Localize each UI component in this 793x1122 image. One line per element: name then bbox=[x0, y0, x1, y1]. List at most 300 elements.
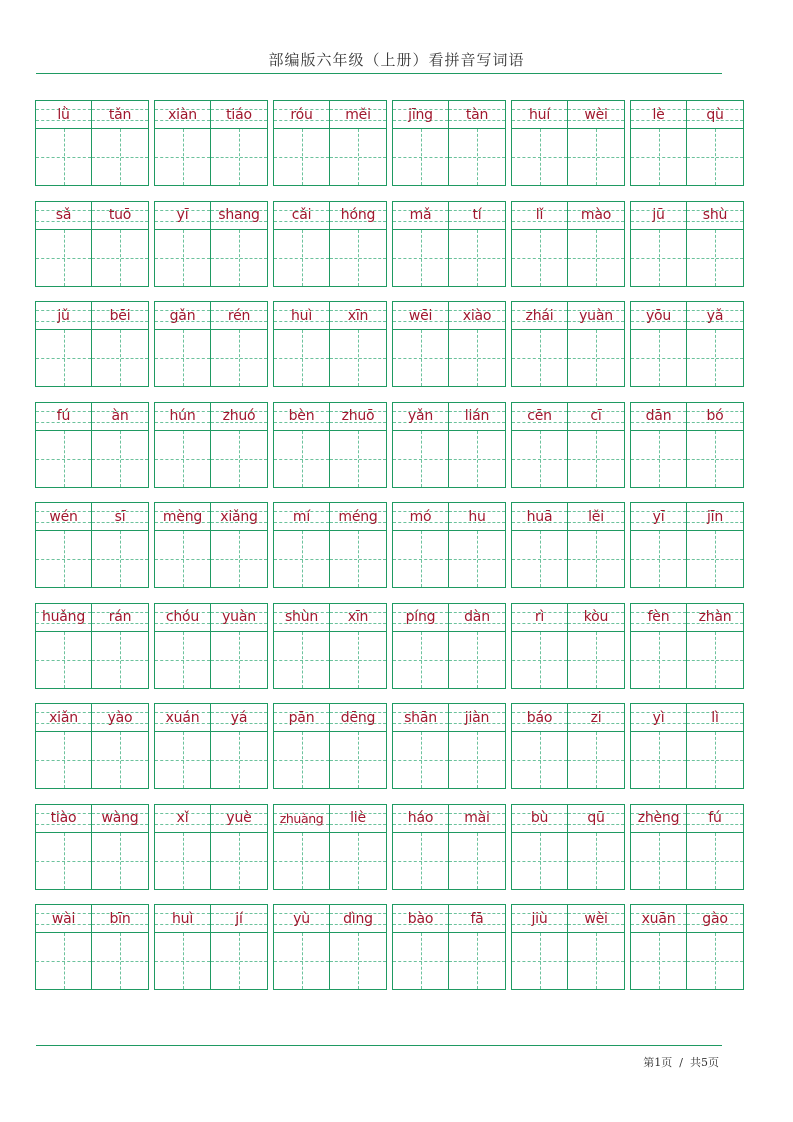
word-row bbox=[35, 904, 745, 990]
pinyin-text: měi bbox=[345, 106, 371, 123]
word-box bbox=[392, 201, 506, 287]
writing-square[interactable] bbox=[211, 330, 267, 386]
character-cell bbox=[36, 905, 92, 989]
character-cell bbox=[631, 403, 687, 487]
pinyin-line bbox=[155, 302, 210, 330]
pinyin-line bbox=[631, 805, 686, 833]
word-box bbox=[392, 904, 506, 990]
pinyin-line bbox=[330, 905, 386, 933]
pinyin-line bbox=[36, 302, 91, 330]
writing-square[interactable] bbox=[92, 732, 148, 788]
pinyin-line bbox=[274, 202, 329, 230]
writing-square[interactable] bbox=[393, 330, 448, 386]
pinyin-line bbox=[449, 805, 505, 833]
character-cell bbox=[512, 503, 568, 587]
pinyin-line bbox=[512, 403, 567, 431]
writing-square[interactable] bbox=[449, 531, 505, 587]
character-cell bbox=[330, 302, 386, 386]
writing-square[interactable] bbox=[211, 531, 267, 587]
pinyin-line bbox=[631, 101, 686, 129]
pinyin-line bbox=[36, 101, 91, 129]
character-cell bbox=[393, 302, 449, 386]
page-title: 部编版六年级（上册）看拼音写词语 bbox=[268, 51, 525, 69]
writing-square[interactable] bbox=[155, 330, 210, 386]
character-cell bbox=[631, 905, 687, 989]
word-row bbox=[35, 502, 745, 588]
pinyin-text: bēi bbox=[109, 307, 131, 324]
pinyin-text: shang bbox=[218, 207, 260, 223]
pinyin-text: mèng bbox=[162, 508, 203, 525]
writing-square[interactable] bbox=[568, 129, 624, 185]
character-cell bbox=[631, 604, 687, 688]
writing-square[interactable] bbox=[393, 129, 448, 185]
writing-square[interactable] bbox=[568, 531, 624, 587]
writing-square[interactable] bbox=[211, 632, 267, 688]
writing-square[interactable] bbox=[330, 531, 386, 587]
pinyin-text: jí bbox=[235, 910, 243, 927]
writing-square[interactable] bbox=[687, 732, 743, 788]
word-box bbox=[630, 201, 744, 287]
pinyin-line bbox=[36, 202, 91, 230]
pinyin-line bbox=[393, 905, 448, 933]
pinyin-text: bīn bbox=[109, 910, 131, 927]
pinyin-text: huǎng bbox=[41, 609, 86, 625]
writing-square[interactable] bbox=[449, 833, 505, 889]
writing-square[interactable] bbox=[512, 833, 567, 889]
pinyin-text: shān bbox=[404, 709, 437, 726]
writing-square[interactable] bbox=[512, 632, 567, 688]
word-box bbox=[35, 402, 149, 488]
pinyin-text: yuè bbox=[226, 810, 252, 826]
pinyin-text: yōu bbox=[645, 307, 672, 324]
pinyin-text: hún bbox=[169, 408, 196, 424]
word-box bbox=[392, 603, 506, 689]
writing-square[interactable] bbox=[274, 933, 329, 989]
pinyin-line bbox=[631, 704, 686, 732]
pinyin-text: chóu bbox=[165, 609, 200, 625]
character-cell bbox=[512, 704, 568, 788]
pinyin-line bbox=[687, 403, 743, 431]
writing-square[interactable] bbox=[449, 732, 505, 788]
word-box bbox=[273, 703, 387, 789]
pinyin-line bbox=[36, 403, 91, 431]
pinyin-text: bào bbox=[407, 910, 434, 927]
pinyin-line bbox=[36, 805, 91, 833]
pinyin-text: yī bbox=[652, 508, 665, 525]
writing-square[interactable] bbox=[631, 833, 686, 889]
character-cell bbox=[631, 101, 687, 185]
pinyin-line bbox=[92, 604, 148, 632]
writing-square[interactable] bbox=[36, 129, 91, 185]
character-cell bbox=[155, 101, 211, 185]
character-cell bbox=[36, 704, 92, 788]
character-cell bbox=[92, 805, 148, 889]
footer-rule bbox=[36, 1045, 722, 1046]
pinyin-line bbox=[512, 302, 567, 330]
writing-square[interactable] bbox=[36, 632, 91, 688]
word-box bbox=[630, 402, 744, 488]
writing-square[interactable] bbox=[36, 933, 91, 989]
character-cell bbox=[92, 503, 148, 587]
writing-square[interactable] bbox=[330, 732, 386, 788]
character-cell bbox=[631, 704, 687, 788]
pinyin-text: háo bbox=[407, 810, 434, 826]
pinyin-text: yī bbox=[176, 207, 189, 223]
pinyin-line bbox=[687, 101, 743, 129]
character-cell bbox=[568, 202, 624, 286]
writing-square[interactable] bbox=[449, 632, 505, 688]
writing-square[interactable] bbox=[155, 230, 210, 286]
pinyin-line bbox=[393, 101, 448, 129]
pinyin-text: fú bbox=[56, 408, 71, 424]
writing-square[interactable] bbox=[631, 230, 686, 286]
pinyin-line bbox=[330, 403, 386, 431]
pinyin-line bbox=[449, 403, 505, 431]
word-box bbox=[154, 301, 268, 387]
character-cell bbox=[568, 704, 624, 788]
writing-square[interactable] bbox=[568, 230, 624, 286]
writing-square[interactable] bbox=[330, 833, 386, 889]
character-cell bbox=[274, 905, 330, 989]
pinyin-text: bó bbox=[706, 408, 724, 424]
pinyin-text: zhái bbox=[525, 307, 554, 324]
pinyin-text: tuō bbox=[108, 207, 132, 223]
pinyin-text: shù bbox=[702, 207, 728, 223]
writing-square[interactable] bbox=[155, 431, 210, 487]
pinyin-line bbox=[687, 202, 743, 230]
writing-square[interactable] bbox=[687, 933, 743, 989]
word-box bbox=[35, 904, 149, 990]
pinyin-line bbox=[568, 905, 624, 933]
character-cell bbox=[36, 805, 92, 889]
writing-square[interactable] bbox=[330, 933, 386, 989]
writing-square[interactable] bbox=[155, 632, 210, 688]
writing-square[interactable] bbox=[330, 330, 386, 386]
pinyin-line bbox=[36, 604, 91, 632]
writing-square[interactable] bbox=[687, 531, 743, 587]
character-cell bbox=[211, 604, 267, 688]
character-cell bbox=[687, 704, 743, 788]
writing-square[interactable] bbox=[631, 129, 686, 185]
writing-square[interactable] bbox=[274, 129, 329, 185]
pinyin-text: tí bbox=[472, 207, 482, 223]
writing-square[interactable] bbox=[92, 230, 148, 286]
pinyin-text: xuān bbox=[641, 910, 676, 927]
writing-square[interactable] bbox=[274, 230, 329, 286]
writing-square[interactable] bbox=[568, 431, 624, 487]
word-box bbox=[630, 301, 744, 387]
word-box bbox=[273, 301, 387, 387]
pinyin-text: huì bbox=[290, 307, 313, 324]
character-cell bbox=[449, 704, 505, 788]
character-cell bbox=[449, 302, 505, 386]
writing-square[interactable] bbox=[393, 531, 448, 587]
character-cell bbox=[92, 202, 148, 286]
writing-square[interactable] bbox=[274, 833, 329, 889]
writing-square[interactable] bbox=[687, 330, 743, 386]
writing-square[interactable] bbox=[631, 431, 686, 487]
pinyin-text: yǎ bbox=[706, 307, 724, 324]
writing-square[interactable] bbox=[687, 230, 743, 286]
pinyin-text: tǎn bbox=[108, 106, 132, 123]
writing-square[interactable] bbox=[512, 531, 567, 587]
character-cell bbox=[568, 805, 624, 889]
character-cell bbox=[449, 202, 505, 286]
character-cell bbox=[155, 403, 211, 487]
writing-square[interactable] bbox=[274, 632, 329, 688]
pinyin-line bbox=[449, 604, 505, 632]
character-cell bbox=[274, 202, 330, 286]
pinyin-line bbox=[274, 503, 329, 531]
writing-square[interactable] bbox=[36, 330, 91, 386]
character-cell bbox=[631, 302, 687, 386]
character-cell bbox=[211, 503, 267, 587]
pinyin-line bbox=[393, 604, 448, 632]
writing-square[interactable] bbox=[92, 833, 148, 889]
word-box bbox=[35, 804, 149, 890]
writing-square[interactable] bbox=[211, 833, 267, 889]
character-cell bbox=[155, 905, 211, 989]
word-box bbox=[35, 502, 149, 588]
writing-square[interactable] bbox=[687, 129, 743, 185]
writing-square[interactable] bbox=[687, 632, 743, 688]
writing-square[interactable] bbox=[155, 933, 210, 989]
word-box bbox=[630, 703, 744, 789]
word-row bbox=[35, 301, 745, 387]
writing-square[interactable] bbox=[393, 732, 448, 788]
writing-square[interactable] bbox=[92, 431, 148, 487]
writing-square[interactable] bbox=[155, 732, 210, 788]
pinyin-line bbox=[330, 202, 386, 230]
writing-square[interactable] bbox=[330, 129, 386, 185]
writing-square[interactable] bbox=[92, 531, 148, 587]
pinyin-text: tiáo bbox=[226, 106, 252, 123]
character-cell bbox=[512, 202, 568, 286]
character-cell bbox=[211, 202, 267, 286]
pinyin-line bbox=[330, 704, 386, 732]
writing-square[interactable] bbox=[512, 732, 567, 788]
writing-square[interactable] bbox=[92, 129, 148, 185]
character-cell bbox=[449, 101, 505, 185]
character-cell bbox=[568, 302, 624, 386]
word-box bbox=[392, 703, 506, 789]
pinyin-text: wèi bbox=[584, 106, 608, 123]
writing-square[interactable] bbox=[330, 431, 386, 487]
word-box bbox=[630, 603, 744, 689]
writing-square[interactable] bbox=[211, 933, 267, 989]
writing-square[interactable] bbox=[687, 431, 743, 487]
word-box bbox=[392, 804, 506, 890]
character-cell bbox=[449, 604, 505, 688]
character-cell bbox=[155, 805, 211, 889]
writing-square[interactable] bbox=[393, 230, 448, 286]
character-cell bbox=[330, 704, 386, 788]
writing-square[interactable] bbox=[330, 230, 386, 286]
pinyin-line bbox=[211, 604, 267, 632]
pinyin-line bbox=[330, 805, 386, 833]
writing-square[interactable] bbox=[274, 732, 329, 788]
writing-square[interactable] bbox=[631, 632, 686, 688]
pinyin-line bbox=[631, 503, 686, 531]
writing-square[interactable] bbox=[36, 531, 91, 587]
word-box bbox=[392, 402, 506, 488]
character-cell bbox=[274, 403, 330, 487]
writing-square[interactable] bbox=[155, 129, 210, 185]
word-box bbox=[35, 603, 149, 689]
writing-square[interactable] bbox=[36, 230, 91, 286]
writing-square[interactable] bbox=[274, 330, 329, 386]
pinyin-grid bbox=[35, 100, 745, 1005]
pinyin-text: liè bbox=[350, 810, 366, 826]
writing-square[interactable] bbox=[568, 833, 624, 889]
pinyin-text: kòu bbox=[583, 609, 609, 625]
pinyin-text: wàng bbox=[101, 810, 139, 826]
pinyin-text: gào bbox=[702, 910, 728, 927]
pinyin-text: jīn bbox=[706, 508, 724, 525]
writing-square[interactable] bbox=[687, 833, 743, 889]
character-cell bbox=[568, 604, 624, 688]
character-cell bbox=[330, 805, 386, 889]
pinyin-line bbox=[631, 302, 686, 330]
character-cell bbox=[393, 403, 449, 487]
pinyin-line bbox=[687, 503, 743, 531]
writing-square[interactable] bbox=[631, 933, 686, 989]
pinyin-line bbox=[155, 604, 210, 632]
writing-square[interactable] bbox=[393, 431, 448, 487]
pinyin-line bbox=[631, 604, 686, 632]
writing-square[interactable] bbox=[36, 833, 91, 889]
writing-square[interactable] bbox=[274, 531, 329, 587]
writing-square[interactable] bbox=[155, 531, 210, 587]
character-cell bbox=[36, 604, 92, 688]
pinyin-line bbox=[211, 905, 267, 933]
writing-square[interactable] bbox=[211, 129, 267, 185]
pinyin-line bbox=[92, 101, 148, 129]
writing-square[interactable] bbox=[512, 230, 567, 286]
pinyin-text: lì bbox=[711, 709, 719, 726]
character-cell bbox=[449, 805, 505, 889]
writing-square[interactable] bbox=[631, 732, 686, 788]
word-box bbox=[273, 201, 387, 287]
writing-square[interactable] bbox=[512, 330, 567, 386]
pinyin-text: bèn bbox=[288, 408, 315, 424]
writing-square[interactable] bbox=[568, 732, 624, 788]
pinyin-text: mǎ bbox=[409, 207, 432, 223]
word-box bbox=[273, 904, 387, 990]
word-row bbox=[35, 402, 745, 488]
writing-square[interactable] bbox=[631, 531, 686, 587]
writing-square[interactable] bbox=[568, 933, 624, 989]
pinyin-line bbox=[512, 604, 567, 632]
word-box bbox=[392, 301, 506, 387]
word-box bbox=[35, 301, 149, 387]
writing-square[interactable] bbox=[211, 431, 267, 487]
writing-square[interactable] bbox=[393, 632, 448, 688]
writing-square[interactable] bbox=[92, 933, 148, 989]
writing-square[interactable] bbox=[568, 632, 624, 688]
pinyin-line bbox=[330, 302, 386, 330]
writing-square[interactable] bbox=[155, 833, 210, 889]
word-box bbox=[154, 603, 268, 689]
pinyin-text: bù bbox=[530, 810, 549, 826]
character-cell bbox=[92, 101, 148, 185]
writing-square[interactable] bbox=[211, 230, 267, 286]
writing-square[interactable] bbox=[449, 129, 505, 185]
writing-square[interactable] bbox=[393, 933, 448, 989]
pinyin-text: méng bbox=[338, 508, 378, 525]
pinyin-line bbox=[687, 905, 743, 933]
word-box bbox=[273, 603, 387, 689]
pinyin-text: shùn bbox=[284, 609, 319, 625]
writing-square[interactable] bbox=[449, 933, 505, 989]
character-cell bbox=[687, 805, 743, 889]
writing-square[interactable] bbox=[274, 431, 329, 487]
writing-square[interactable] bbox=[92, 330, 148, 386]
character-cell bbox=[568, 503, 624, 587]
writing-square[interactable] bbox=[36, 431, 91, 487]
pinyin-text: huì bbox=[171, 910, 194, 927]
pinyin-line bbox=[568, 403, 624, 431]
word-box bbox=[154, 904, 268, 990]
character-cell bbox=[568, 905, 624, 989]
writing-square[interactable] bbox=[92, 632, 148, 688]
pinyin-line bbox=[568, 704, 624, 732]
character-cell bbox=[687, 503, 743, 587]
word-row bbox=[35, 100, 745, 186]
pinyin-line bbox=[631, 905, 686, 933]
pinyin-line bbox=[211, 202, 267, 230]
writing-square[interactable] bbox=[449, 330, 505, 386]
writing-square[interactable] bbox=[330, 632, 386, 688]
writing-square[interactable] bbox=[449, 431, 505, 487]
pinyin-line bbox=[211, 101, 267, 129]
pinyin-line bbox=[568, 503, 624, 531]
pinyin-text: cī bbox=[590, 408, 602, 424]
word-box bbox=[511, 402, 625, 488]
pinyin-text: hóng bbox=[340, 207, 376, 223]
character-cell bbox=[393, 805, 449, 889]
word-row bbox=[35, 603, 745, 689]
pinyin-text: pān bbox=[288, 709, 315, 726]
pinyin-text: rì bbox=[534, 609, 545, 625]
character-cell bbox=[155, 704, 211, 788]
writing-square[interactable] bbox=[512, 431, 567, 487]
character-cell bbox=[330, 604, 386, 688]
writing-square[interactable] bbox=[393, 833, 448, 889]
writing-square[interactable] bbox=[211, 732, 267, 788]
pinyin-text: yuàn bbox=[222, 609, 256, 625]
pinyin-text: mào bbox=[580, 207, 612, 223]
character-cell bbox=[274, 604, 330, 688]
writing-square[interactable] bbox=[568, 330, 624, 386]
pinyin-text: báo bbox=[526, 709, 553, 726]
writing-square[interactable] bbox=[36, 732, 91, 788]
pinyin-text: lǜ bbox=[57, 106, 70, 123]
writing-square[interactable] bbox=[449, 230, 505, 286]
character-cell bbox=[687, 403, 743, 487]
writing-square[interactable] bbox=[512, 933, 567, 989]
pinyin-line bbox=[155, 101, 210, 129]
writing-square[interactable] bbox=[512, 129, 567, 185]
pinyin-text: fèn bbox=[647, 609, 670, 625]
word-box bbox=[35, 100, 149, 186]
writing-square[interactable] bbox=[631, 330, 686, 386]
word-box bbox=[511, 904, 625, 990]
character-cell bbox=[393, 704, 449, 788]
word-row bbox=[35, 703, 745, 789]
pinyin-line bbox=[687, 604, 743, 632]
pinyin-text: yù bbox=[293, 910, 310, 927]
